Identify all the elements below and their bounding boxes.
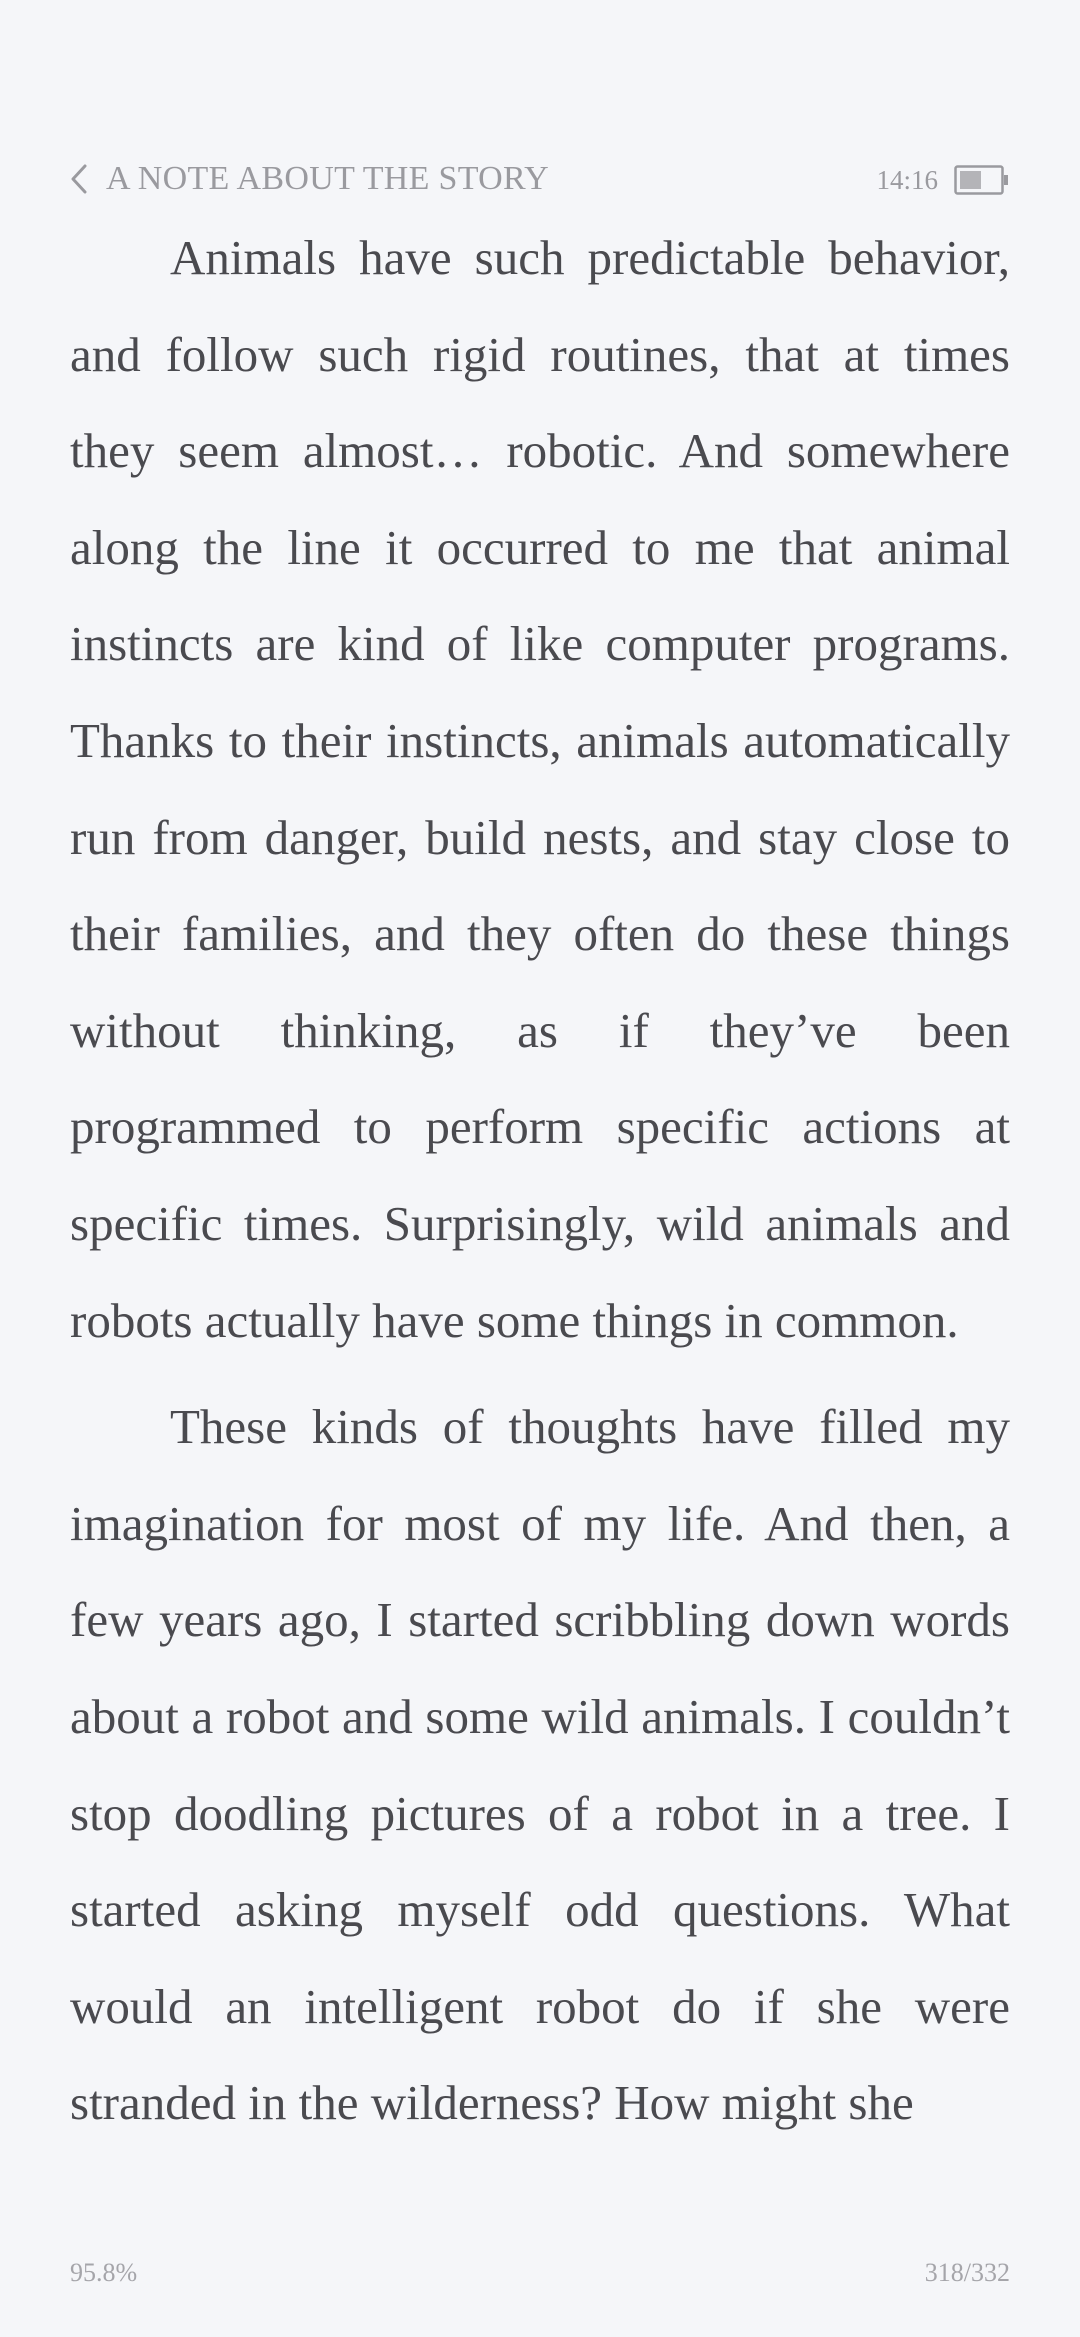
reading-progress: 95.8% xyxy=(70,2258,138,2287)
paragraph: These kinds of thoughts have filled my imagination for most of my life. And then, a few years ago, I started scribbling down words about a robot and some wild animals. I couldn’t stop doodling pictures of a robot in a tree. I started asking myself odd questions. What would an intelligent robot do if she were stranded in the wilderness? How might she xyxy=(70,1399,1010,2131)
chevron-left-icon xyxy=(70,164,88,194)
page-number: 318/332 xyxy=(924,2258,1010,2287)
reader-header xyxy=(70,155,1010,205)
status-area xyxy=(876,163,1010,197)
back-button[interactable] xyxy=(70,157,549,201)
reading-content xyxy=(70,210,1010,2162)
battery-icon xyxy=(954,165,1010,195)
chapter-title: A NOTE ABOUT THE STORY xyxy=(106,160,549,197)
clock: 14:16 xyxy=(876,164,938,195)
paragraph: Animals have such predictable behavior, and follow such rigid routines, that at times they seem almost… robotic. And somewhere along the line it occurred to me that animal instincts are kind of like computer programs. Thanks to their instincts, animals automatically run from danger, build nests, and stay close to their families, and they often do these things without thinking, as if they’ve been programmed to perform specific actions at specific times. Surprisingly, wild animals and robots actually have some things in common. xyxy=(70,230,1010,1348)
